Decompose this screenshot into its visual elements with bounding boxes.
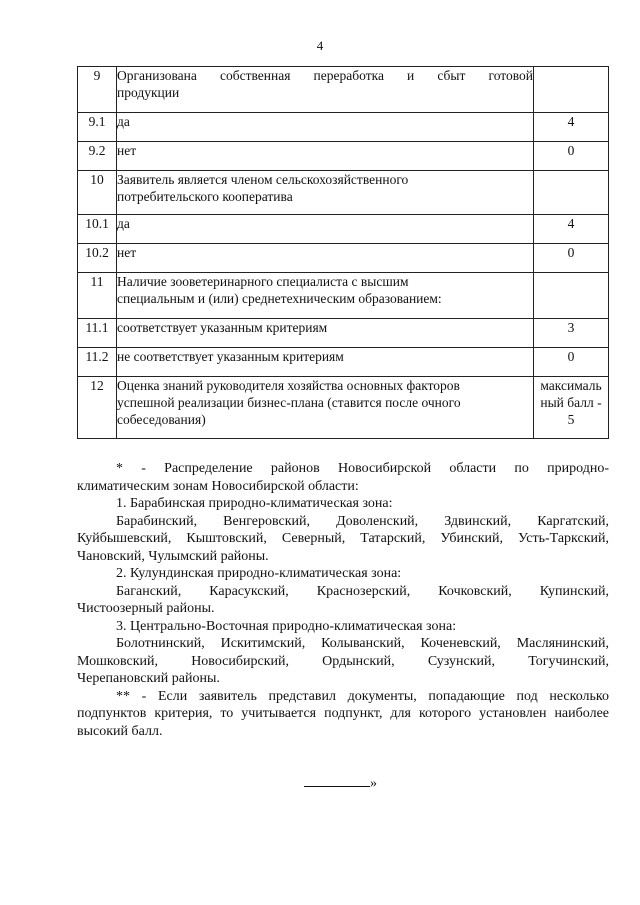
row-number: 10.1 bbox=[78, 215, 117, 244]
page-number: 4 bbox=[316, 38, 324, 53]
row-score: 0 bbox=[534, 244, 609, 273]
table-row bbox=[78, 142, 609, 171]
row-number: 11 bbox=[78, 273, 117, 319]
row-number: 9.2 bbox=[78, 142, 117, 171]
score-line: 5 bbox=[567, 412, 575, 427]
note-line: климатическим зонам Новосибирской области: bbox=[77, 478, 359, 494]
row-description bbox=[117, 171, 534, 215]
note-line: Чановский, Чулымский районы. bbox=[77, 548, 269, 564]
row-description bbox=[117, 244, 534, 273]
row-score: 0 bbox=[534, 142, 609, 171]
description-line: успешной реализации бизнес-плана (ставится после очного bbox=[117, 395, 461, 410]
table-row bbox=[78, 244, 609, 273]
note-line: ** - Если заявитель представил документы, попадающие под несколько bbox=[116, 688, 609, 704]
row-number: 10.2 bbox=[78, 244, 117, 273]
row-description bbox=[117, 215, 534, 244]
row-description bbox=[117, 377, 534, 439]
row-score bbox=[534, 67, 609, 113]
row-score bbox=[534, 273, 609, 319]
row-description bbox=[117, 273, 534, 319]
note-line: Болотнинский, Искитимский, Колыванский, Коченевский, Маслянинский, bbox=[116, 636, 609, 651]
row-number: 10 bbox=[78, 171, 117, 215]
description-line: Организована собственная переработка и сбыт готовой bbox=[117, 68, 533, 83]
table-row bbox=[78, 215, 609, 244]
description-line: да bbox=[117, 114, 130, 129]
description-line: собеседования) bbox=[117, 412, 206, 427]
table-row bbox=[78, 319, 609, 348]
table-row bbox=[78, 273, 609, 319]
description-line: нет bbox=[117, 143, 137, 158]
row-score: 3 bbox=[534, 319, 609, 348]
row-description bbox=[117, 113, 534, 142]
note-line: высокий балл. bbox=[77, 723, 163, 739]
description-line: соответствует указанным критериям bbox=[117, 320, 328, 335]
row-number: 11.1 bbox=[78, 319, 117, 348]
table-row bbox=[78, 377, 609, 439]
footnotes bbox=[77, 460, 609, 740]
row-score bbox=[534, 377, 609, 439]
table-row bbox=[78, 171, 609, 215]
description-line: нет bbox=[117, 245, 137, 260]
table-row bbox=[78, 348, 609, 377]
description-line: продукции bbox=[117, 85, 180, 100]
note-line: Черепановский районы. bbox=[77, 671, 220, 686]
document-end-mark bbox=[304, 774, 377, 792]
table-row bbox=[78, 113, 609, 142]
row-description bbox=[117, 319, 534, 348]
end-underline bbox=[304, 774, 370, 787]
zone-title: 3. Центрально-Восточная природно-климатическая зона: bbox=[116, 618, 457, 634]
note-line: Баганский, Карасукский, Краснозерский, Кочковский, Купинский, bbox=[116, 583, 609, 599]
row-score bbox=[534, 171, 609, 215]
row-score: 4 bbox=[534, 215, 609, 244]
zone-title: 2. Кулундинская природно-климатическая зона: bbox=[116, 566, 402, 581]
score-line: ный балл - bbox=[540, 395, 602, 410]
row-description bbox=[117, 67, 534, 113]
note-line: Барабинский, Венгеровский, Доволенский, Здвинский, Каргатский, bbox=[116, 513, 609, 529]
row-number: 9 bbox=[78, 67, 117, 113]
note-line: Мошковский, Новосибирский, Ордынский, Сузунский, Тогучинский, bbox=[77, 653, 609, 669]
score-line: максималь bbox=[540, 378, 602, 393]
row-number: 11.2 bbox=[78, 348, 117, 377]
description-line: Оценка знаний руководителя хозяйства основных факторов bbox=[117, 378, 460, 393]
zone-title: 1. Барабинская природно-климатическая зона: bbox=[116, 496, 393, 511]
row-score: 4 bbox=[534, 113, 609, 142]
description-line: потребительского кооператива bbox=[117, 189, 293, 204]
row-description bbox=[117, 348, 534, 377]
description-line: специальным и (или) среднетехническим образованием: bbox=[117, 291, 442, 306]
description-line: да bbox=[117, 216, 130, 231]
row-number: 9.1 bbox=[78, 113, 117, 142]
note-line: подпунктов критерия, то учитывается подпункт, для которого установлен наиболее bbox=[77, 706, 609, 721]
row-description bbox=[117, 142, 534, 171]
table-row bbox=[78, 67, 609, 113]
note-line: Чистоозерный районы. bbox=[77, 601, 215, 616]
row-score: 0 bbox=[534, 348, 609, 377]
note-line: * - Распределение районов Новосибирской области по природно- bbox=[116, 461, 609, 476]
description-line: не соответствует указанным критериям bbox=[117, 349, 344, 364]
closing-quote: » bbox=[370, 776, 377, 791]
criteria-table bbox=[77, 66, 609, 439]
row-number: 12 bbox=[78, 377, 117, 439]
description-line: Заявитель является членом сельскохозяйственного bbox=[117, 172, 409, 187]
description-line: Наличие зооветеринарного специалиста с высшим bbox=[117, 274, 409, 289]
note-line: Куйбышевский, Кыштовский, Северный, Татарский, Убинский, Усть-Таркский, bbox=[77, 531, 609, 546]
